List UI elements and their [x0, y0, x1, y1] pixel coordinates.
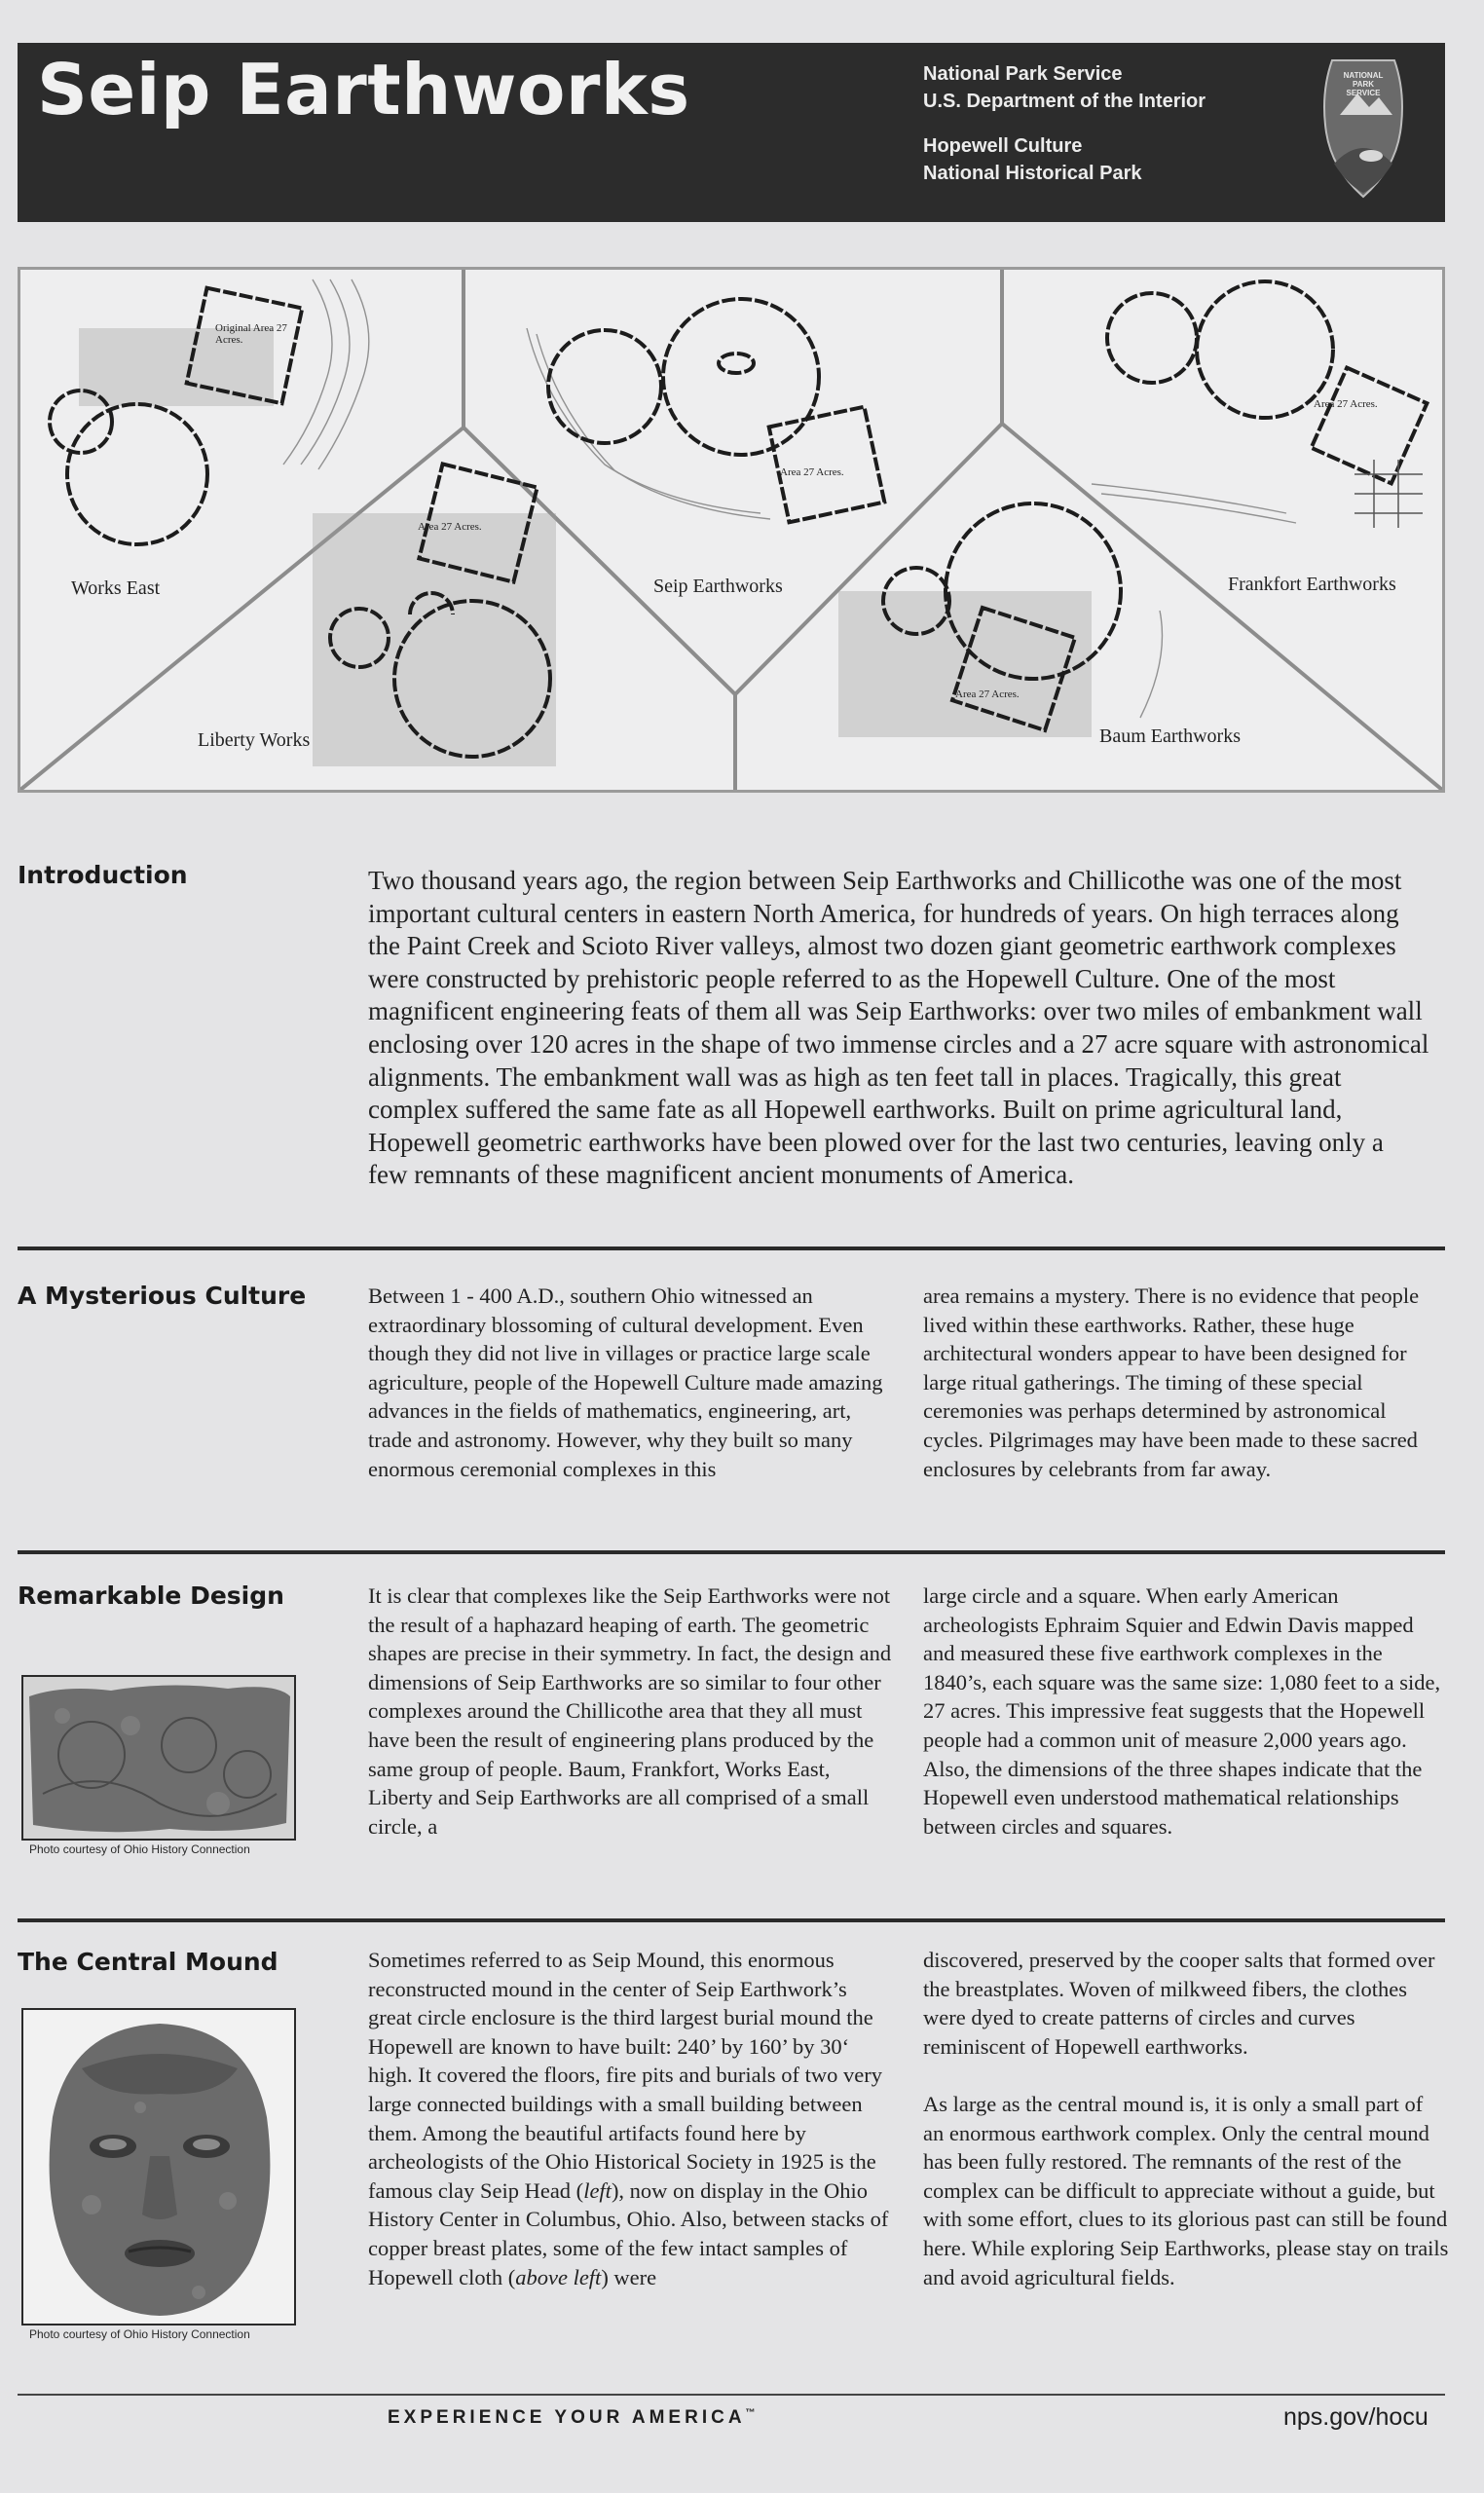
introduction-heading: Introduction	[18, 861, 188, 889]
agency-line-1: National Park Service	[923, 63, 1123, 85]
mysterious-culture-col-1: Between 1 - 400 A.D., southern Ohio witnessed an extraordinary blossoming of cultural development. Even though they did not live in villages or practice large scale agriculture, people of the Hopewell Culture made amazing advances in the fields of mathematics, engineering, art, trade and astronomy. However, why they built so many enormous ceremonial complexes in this	[368, 1284, 883, 1481]
section-divider	[18, 1918, 1445, 1922]
map-label-seip-earthworks: Seip Earthworks	[653, 576, 783, 597]
map-label-works-east: Works East	[71, 577, 161, 599]
earthworks-map-collage	[18, 267, 1445, 793]
cloth-fragment-image	[23, 1677, 296, 1841]
header-banner	[18, 43, 1445, 222]
map-area-label-frankfort: Area 27 Acres.	[1314, 398, 1378, 410]
footer-divider	[18, 2394, 1445, 2396]
central-mound-text-above-left: above left	[515, 2264, 602, 2289]
badge-line-2: PARK	[1352, 80, 1375, 89]
central-mound-heading: The Central Mound	[18, 1948, 278, 1976]
park-block	[923, 132, 1142, 187]
map-label-frankfort-earthworks: Frankfort Earthworks	[1228, 574, 1396, 595]
remarkable-design-col-1: It is clear that complexes like the Seip Earthworks were not the result of a haphazard heaping of earth. The geometric shapes are precise in their symmetry. In fact, the design and dimensions of Seip Earthworks are so similar to four other complexes around the Chillicothe area that they all must have been the result of engineering plans produced by the same group of people. Baum, Frankfort, Works East, Liberty and Seip Earthworks are all comprised of a small circle, a	[368, 1583, 892, 1839]
map-area-label-baum: Area 27 Acres.	[955, 688, 1020, 700]
section-divider	[18, 1246, 1445, 1250]
mysterious-culture-col-2: area remains a mystery. There is no evidence that people lived within these earthworks. Rather, these huge architectural wonders appear to have been designed for large ritual gatherings. The timing of these special ceremonies was perhaps determined by astronomical cycles. Pilgrimages may have been made to these sacred enclosures by celebrants from far away.	[923, 1284, 1420, 1481]
hopewell-cloth-photo	[21, 1675, 296, 1841]
clay-head-image	[23, 2010, 296, 2326]
map-area-label-liberty: Area 27 Acres.	[418, 521, 482, 533]
map-label-baum-earthworks: Baum Earthworks	[1099, 726, 1241, 747]
mysterious-culture-heading: A Mysterious Culture	[18, 1282, 307, 1310]
footer-trademark: ™	[745, 2407, 756, 2419]
page-title: Seip Earthworks	[37, 49, 690, 130]
park-line-2: National Historical Park	[923, 163, 1142, 184]
section-divider	[18, 1550, 1445, 1554]
agency-block	[923, 60, 1206, 115]
central-mound-text-left: left	[583, 2177, 612, 2203]
central-mound-col-2	[923, 1946, 1449, 2291]
introduction-text: Two thousand years ago, the region between Seip Earthworks and Chillicothe was one of the most important cultural centers in eastern North America, for hundreds of years. On high terraces along the Paint Creek and Scioto River valleys, almost two dozen giant geometric earthwork complexes were constructed by prehistoric people referred to as the Hopewell Culture. One of the most magnificent engineering feats of them all was Seip Earthworks: over two miles of embankment wall enclosing over 120 acres in the shape of two immense circles and a 27 acre square with astronomical alignments. The embankment wall was as high as ten feet tall in places. Tragically, this great complex suffered the same fate as all Hopewell earthworks. Built on prime agricultural land, Hopewell geometric earthworks have been plowed over for the last two centuries, leaving only a few remnants of these magnificent ancient monuments of America.	[368, 866, 1429, 1190]
central-mound-col-2-para-1: discovered, preserved by the cooper salts that formed over the breastplates. Woven of milkweed fibers, the clothes were dyed to create patterns of circles and curves reminiscent of Hopewell earthworks.	[923, 1948, 1435, 2059]
photo-credit-head: Photo courtesy of Ohio History Connection	[29, 2327, 250, 2341]
remarkable-design-heading: Remarkable Design	[18, 1581, 284, 1610]
map-label-liberty-works: Liberty Works	[198, 729, 311, 751]
central-mound-text-a: Sometimes referred to as Seip Mound, this enormous reconstructed mound in the center of Seip Earthwork’s great circle enclosure is the third largest burial mound the Hopewell are known to have built: 240’ by 160’ by 30‘ high. It covered the floors, fire pits and burials of two very large connected buildings with a small building between them. Among the beautiful artifacts found here by archeologists of the Ohio Historical Society in 1925 is the famous clay Seip Head (	[368, 1948, 882, 2203]
map-area-label-seip: Area 27 Acres.	[780, 466, 844, 478]
photo-credit-cloth: Photo courtesy of Ohio History Connection	[29, 1842, 250, 1856]
park-line-1: Hopewell Culture	[923, 135, 1083, 157]
remarkable-design-col-2: large circle and a square. When early American archeologists Ephraim Squier and Edwin Davis mapped and measured these five earthwork complexes in the 1840’s, each square was the same size: 1,080 feet to a side, 27 acres. This impressive feat suggests that the Hopewell people had a common unit of measure 2,000 years ago. Also, the dimensions of the three shapes indicate that the Hopewell even understood mathematical relationships between circles and squares.	[923, 1583, 1441, 1839]
seip-head-photo	[21, 2008, 296, 2326]
map-original-area-label: Original Area 27 Acres.	[215, 322, 287, 346]
central-mound-col-1	[368, 1946, 894, 2291]
agency-line-2: U.S. Department of the Interior	[923, 91, 1206, 112]
footer-slogan	[388, 2407, 756, 2429]
central-mound-col-2-para-2: As large as the central mound is, it is only a small part of an enormous earthwork complex. Only the central mound has been fully restored. The remnants of the rest of the complex can be difficult to appreciate without a guide, but with some effort, clues to its glorious past can still be found here. While exploring Seip Earthworks, please stay on trails and avoid agricultural fields.	[923, 2091, 1449, 2289]
central-mound-text-b: ), now on display in the Ohio History Center in Columbus, Ohio. Also, between stacks of copper breast plates, some of the few intact samples of Hopewell cloth (	[368, 2177, 889, 2289]
badge-line-1: NATIONAL	[1343, 71, 1384, 80]
footer-slogan-text: EXPERIENCE YOUR AMERICA	[388, 2407, 746, 2428]
badge-line-3: SERVICE	[1346, 89, 1381, 97]
footer-url[interactable]: nps.gov/hocu	[1283, 2403, 1428, 2431]
map-drawings	[20, 270, 1442, 790]
central-mound-text-c: ) were	[601, 2264, 657, 2289]
nps-arrowhead-logo	[1315, 55, 1412, 201]
